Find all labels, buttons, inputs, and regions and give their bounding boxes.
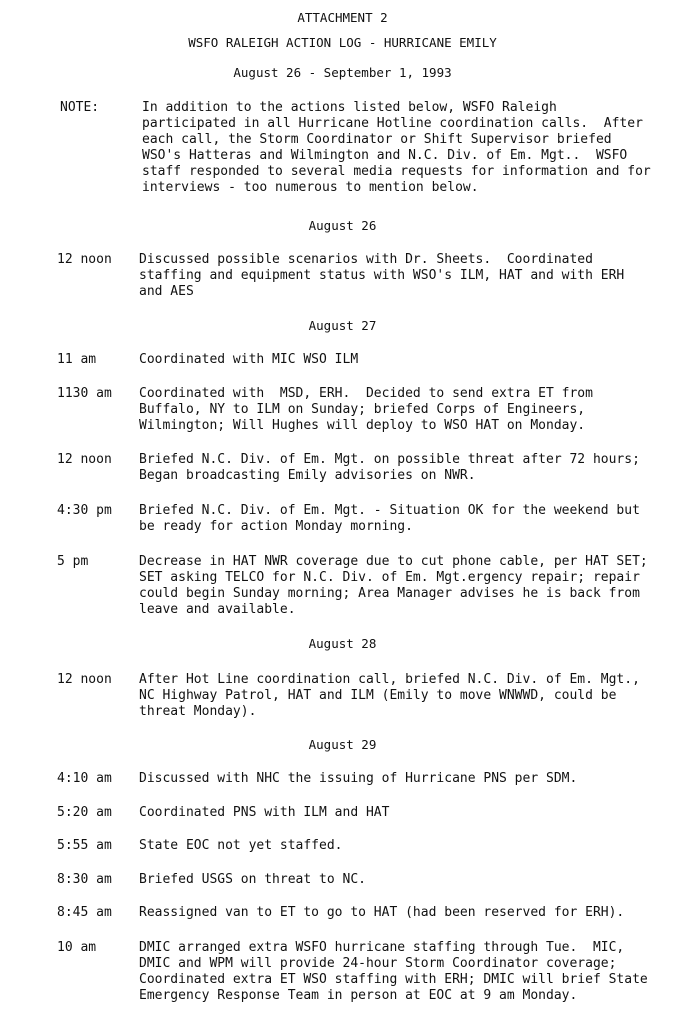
document-title: WSFO RALEIGH ACTION LOG - HURRICANE EMILY [188,35,497,50]
entry-text: Discussed with NHC the issuing of Hurricane PNS per SDM. [139,771,578,786]
note-label: NOTE: [60,100,100,115]
entry-time: 10 am [57,940,97,955]
entry-text: Reassigned van to ET to go to HAT (had been reserved for ERH). [139,905,625,920]
note-text: In addition to the actions listed below, WSFO Raleigh participated in all Hurricane Hotline coordination calls. After each call, the Storm Coordinator or Shift Supervisor briefed WSO's Hatteras and Wilmington and N.C. Div. of Em. Mgt.. WSFO staff responded to several media requests for information and for interviews - too numerous to mention below. [142,100,651,195]
entry-time: 12 noon [57,672,112,687]
day-heading-aug26: August 26 [308,218,377,233]
entry-time: 5:20 am [57,805,112,820]
entry-text: Briefed N.C. Div. of Em. Mgt. on possible threat after 72 hours; Began broadcasting Emily advisories on NWR. [139,452,640,483]
entry-time: 4:10 am [57,771,112,786]
entry-text: Coordinated with MIC WSO ILM [139,352,359,367]
entry-text: State EOC not yet staffed. [139,838,343,853]
entry-time: 11 am [57,352,97,367]
entry-text: Coordinated with MSD, ERH. Decided to send extra ET from Buffalo, NY to ILM on Sunday; briefed Corps of Engineers, Wilmington; Will Hughes will deploy to WSO HAT on Monday. [139,386,593,433]
day-heading-aug28: August 28 [308,636,377,651]
attachment-label: ATTACHMENT 2 [297,10,388,25]
entry-text: Decrease in HAT NWR coverage due to cut phone cable, per HAT SET; SET asking TELCO for N.C. Div. of Em. Mgt.ergency repair; repair could begin Sunday morning; Area Manager advises he is back from leave and available. [139,554,648,617]
entry-time: 12 noon [57,452,112,467]
entry-text: Briefed USGS on threat to NC. [139,872,366,887]
entry-time: 8:30 am [57,872,112,887]
entry-time: 8:45 am [57,905,112,920]
entry-text: Discussed possible scenarios with Dr. Sheets. Coordinated staffing and equipment status with WSO's ILM, HAT and with ERH and AES [139,252,625,299]
day-heading-aug27: August 27 [308,318,377,333]
entry-time: 12 noon [57,252,112,267]
entry-time: 5:55 am [57,838,112,853]
entry-time: 4:30 pm [57,503,112,518]
date-range: August 26 - September 1, 1993 [233,65,452,80]
entry-time: 5 pm [57,554,89,569]
entry-text: Coordinated PNS with ILM and HAT [139,805,390,820]
entry-text: DMIC arranged extra WSFO hurricane staffing through Tue. MIC, DMIC and WPM will provide 24-hour Storm Coordinator coverage; Coordinated extra ET WSO staffing with ERH; DMIC will brief State Emergency Response Team in person at EOC at 9 am Monday. [139,940,648,1003]
entry-text: Briefed N.C. Div. of Em. Mgt. - Situation OK for the weekend but be ready for action Monday morning. [139,503,640,534]
entry-time: 1130 am [57,386,112,401]
entry-text: After Hot Line coordination call, briefed N.C. Div. of Em. Mgt., NC Highway Patrol, HAT and ILM (Emily to move WNWWD, could be threat Monday). [139,672,640,719]
day-heading-aug29: August 29 [308,737,377,752]
